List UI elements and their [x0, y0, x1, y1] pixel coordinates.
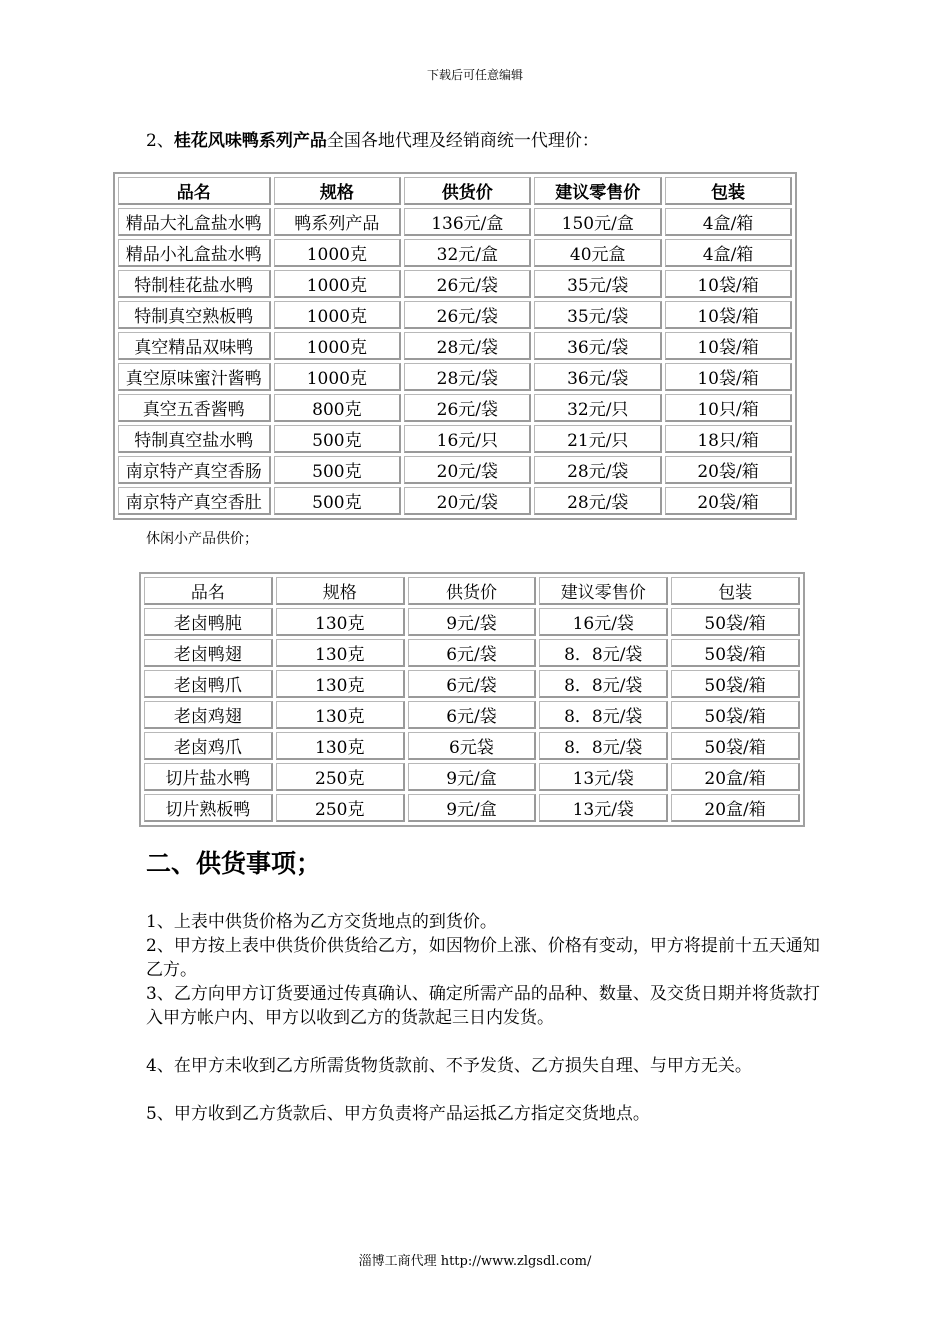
table-cell: 26元/袋 [404, 394, 531, 422]
table-cell: 250克 [276, 794, 405, 822]
table-cell: 1000克 [274, 332, 402, 360]
table-cell: 18只/箱 [665, 425, 792, 453]
column-header: 建议零售价 [539, 577, 668, 605]
paragraph-3: 3、乙方向甲方订货要通过传真确认、确定所需产品的品种、数量、及交货日期并将货款打入甲方帐户内、甲方以收到乙方的货款起三日内发货。 [146, 984, 820, 1028]
paragraph-2: 2、甲方按上表中供货价供货给乙方，如因物价上涨、价格有变动，甲方将提前十五天通知乙方。 [146, 936, 820, 980]
table-cell: 6元/袋 [408, 701, 537, 729]
table-cell: 老卤鸡爪 [144, 732, 273, 760]
table-cell: 32元/盒 [404, 239, 531, 267]
table-row [144, 608, 800, 636]
table-row [118, 456, 792, 484]
column-header: 供货价 [408, 577, 537, 605]
table-cell: 8．8元/袋 [539, 732, 668, 760]
table-cell: 32元/只 [534, 394, 662, 422]
table-cell: 28元/袋 [404, 363, 531, 391]
snack-subheading: 休闲小产品供价； [146, 531, 258, 547]
table-row [144, 670, 800, 698]
table-cell: 老卤鸭爪 [144, 670, 273, 698]
table-cell: 10袋/箱 [665, 301, 792, 329]
table-cell: 500克 [274, 456, 402, 484]
table-cell: 150元/盒 [534, 208, 662, 236]
table-row [118, 394, 792, 422]
table-cell: 130克 [276, 639, 405, 667]
table-cell: 真空五香酱鸭 [118, 394, 271, 422]
paragraph-5: 5、甲方收到乙方货款后、甲方负责将产品运抵乙方指定交货地点。 [146, 1104, 650, 1124]
table-row [144, 701, 800, 729]
table-cell: 1000克 [274, 301, 402, 329]
table-cell: 800克 [274, 394, 402, 422]
table-row [118, 208, 792, 236]
table-cell: 16元/只 [404, 425, 531, 453]
table-row [118, 270, 792, 298]
intro-prefix: 2、 [146, 131, 174, 151]
table-cell: 切片熟板鸭 [144, 794, 273, 822]
column-header: 品名 [144, 577, 273, 605]
table-cell: 8．8元/袋 [539, 639, 668, 667]
table-cell: 10袋/箱 [665, 332, 792, 360]
snack-price-table [139, 572, 805, 827]
table-cell: 9元/盒 [408, 763, 537, 791]
table-cell: 特制真空熟板鸭 [118, 301, 271, 329]
page-footer: 淄博工商代理 http://www.zlgsdl.com/ [358, 1254, 592, 1269]
table-row [118, 425, 792, 453]
table-cell: 20盒/箱 [671, 763, 800, 791]
column-header: 包装 [671, 577, 800, 605]
column-header: 规格 [274, 177, 402, 205]
table-cell: 20袋/箱 [665, 487, 792, 515]
column-header: 供货价 [404, 177, 531, 205]
table-cell: 精品大礼盒盐水鸭 [118, 208, 271, 236]
table-cell: 20袋/箱 [665, 456, 792, 484]
table-cell: 4盒/箱 [665, 208, 792, 236]
column-header: 包装 [665, 177, 792, 205]
table-cell: 26元/袋 [404, 301, 531, 329]
table-cell: 13元/袋 [539, 763, 668, 791]
table-row [118, 332, 792, 360]
table-cell: 28元/袋 [404, 332, 531, 360]
table-cell: 特制桂花盐水鸭 [118, 270, 271, 298]
table-cell: 10袋/箱 [665, 363, 792, 391]
table-cell: 鸭系列产品 [274, 208, 402, 236]
table-cell: 26元/袋 [404, 270, 531, 298]
table-cell: 真空精品双味鸭 [118, 332, 271, 360]
table-cell: 16元/袋 [539, 608, 668, 636]
table-cell: 40元盒 [534, 239, 662, 267]
table-cell: 50袋/箱 [671, 639, 800, 667]
column-header: 规格 [276, 577, 405, 605]
intro-product-series: 桂花风味鸭系列产品 [173, 131, 327, 151]
intro-line [146, 126, 599, 151]
table-cell: 真空原味蜜汁酱鸭 [118, 363, 271, 391]
table-cell: 50袋/箱 [671, 701, 800, 729]
column-header: 建议零售价 [534, 177, 662, 205]
table-row [144, 732, 800, 760]
table-cell: 28元/袋 [534, 487, 662, 515]
table-cell: 9元/袋 [408, 608, 537, 636]
table-cell: 130克 [276, 608, 405, 636]
paragraph-1: 1、上表中供货价格为乙方交货地点的到货价。 [146, 912, 497, 932]
intro-suffix: 全国各地代理及经销商统一代理价： [326, 131, 599, 151]
table-cell: 精品小礼盒盐水鸭 [118, 239, 271, 267]
section-title: 二、供货事项； [146, 849, 322, 878]
table-cell: 136元/盒 [404, 208, 531, 236]
table-cell: 老卤鸡翅 [144, 701, 273, 729]
table-cell: 20元/袋 [404, 487, 531, 515]
table-cell: 老卤鸭翅 [144, 639, 273, 667]
table-cell: 35元/袋 [534, 301, 662, 329]
table-cell: 130克 [276, 670, 405, 698]
paragraph-4: 4、在甲方未收到乙方所需货物货款前、不予发货、乙方损失自理、与甲方无关。 [146, 1056, 752, 1076]
table-cell: 10只/箱 [665, 394, 792, 422]
table-cell: 特制真空盐水鸭 [118, 425, 271, 453]
table-row [118, 301, 792, 329]
table-cell: 南京特产真空香肚 [118, 487, 271, 515]
table-cell: 1000克 [274, 270, 402, 298]
table-cell: 9元/盒 [408, 794, 537, 822]
table-row [118, 487, 792, 515]
table-cell: 南京特产真空香肠 [118, 456, 271, 484]
table-cell: 50袋/箱 [671, 670, 800, 698]
table-cell: 6元袋 [408, 732, 537, 760]
table-cell: 10袋/箱 [665, 270, 792, 298]
table-cell: 250克 [276, 763, 405, 791]
table-cell: 28元/袋 [534, 456, 662, 484]
duck-price-table [113, 172, 797, 520]
table-cell: 50袋/箱 [671, 608, 800, 636]
table-cell: 130克 [276, 701, 405, 729]
table-cell: 13元/袋 [539, 794, 668, 822]
table-row [118, 363, 792, 391]
table-cell: 老卤鸭肫 [144, 608, 273, 636]
table-cell: 4盒/箱 [665, 239, 792, 267]
table-cell: 35元/袋 [534, 270, 662, 298]
table-row [118, 239, 792, 267]
table-cell: 500克 [274, 487, 402, 515]
column-header: 品名 [118, 177, 271, 205]
table-cell: 36元/袋 [534, 332, 662, 360]
table-cell: 500克 [274, 425, 402, 453]
table-cell: 20盒/箱 [671, 794, 800, 822]
table-row [144, 763, 800, 791]
table-cell: 36元/袋 [534, 363, 662, 391]
table-cell: 8．8元/袋 [539, 670, 668, 698]
page-header: 下载后可任意编辑 [426, 68, 523, 82]
table-cell: 21元/只 [534, 425, 662, 453]
table-header-row [144, 577, 800, 605]
table-cell: 切片盐水鸭 [144, 763, 273, 791]
table-row [144, 794, 800, 822]
table-row [144, 639, 800, 667]
table-cell: 20元/袋 [404, 456, 531, 484]
table-cell: 1000克 [274, 239, 402, 267]
table-header-row [118, 177, 792, 205]
table-cell: 6元/袋 [408, 639, 537, 667]
table-cell: 6元/袋 [408, 670, 537, 698]
table-cell: 1000克 [274, 363, 402, 391]
table-cell: 50袋/箱 [671, 732, 800, 760]
table-cell: 130克 [276, 732, 405, 760]
table-cell: 8．8元/袋 [539, 701, 668, 729]
